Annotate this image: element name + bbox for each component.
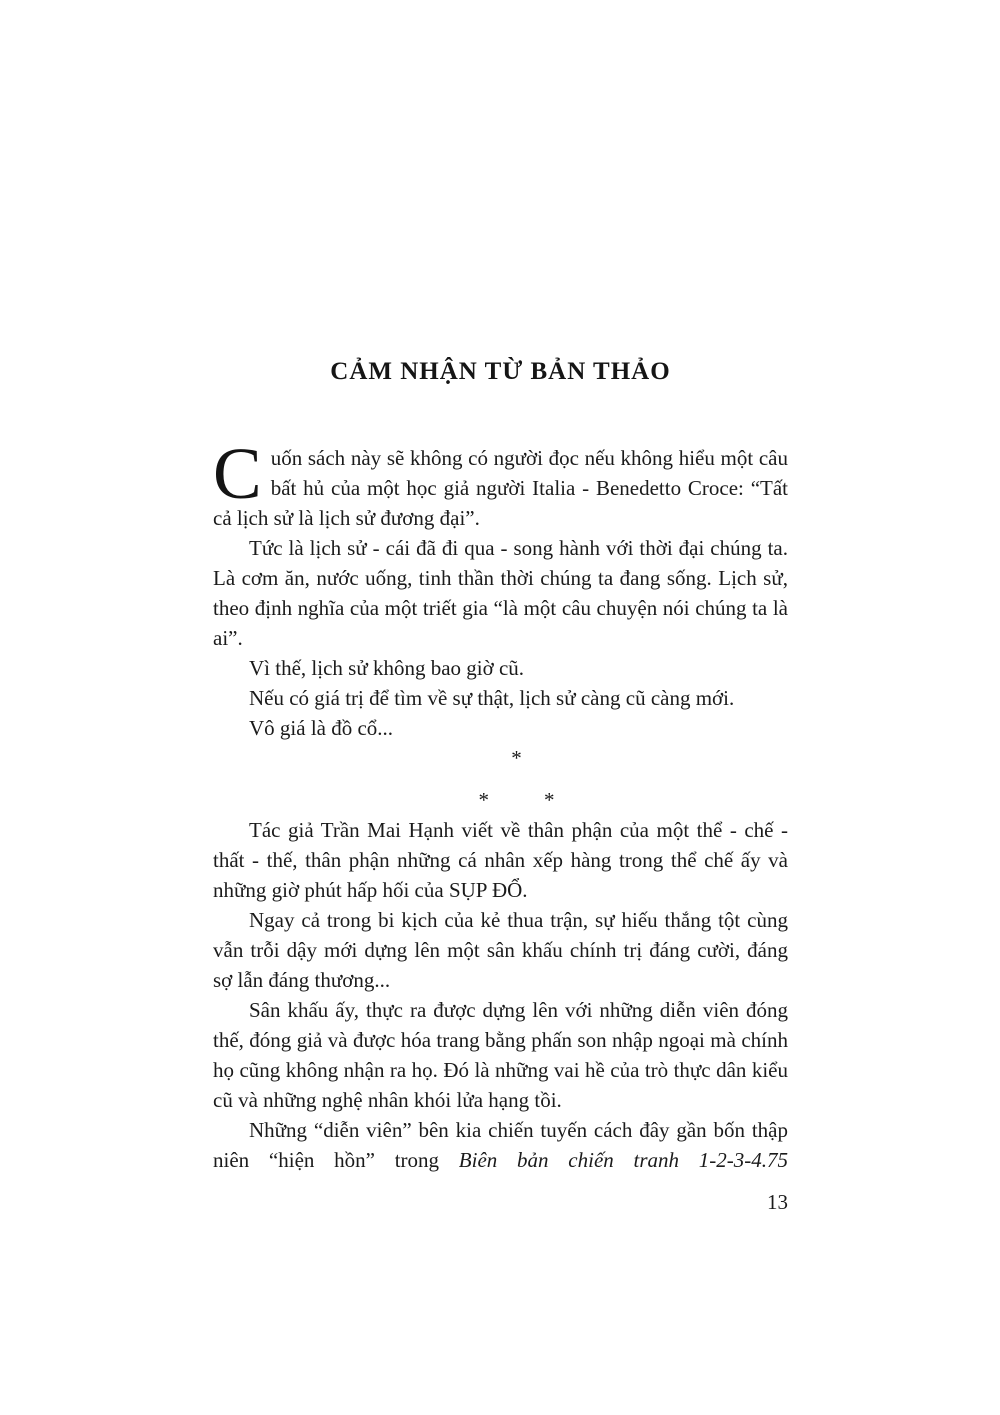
- paragraph-author-theme: Tác giả Trần Mai Hạnh viết về thân phận của một thể - chế - thất - thế, thân phận những cá nhân xếp hàng trong thể chế ấy và những giờ phút hấp hối của SỤP ĐỔ.: [213, 818, 788, 902]
- paragraph-antique: Vô giá là đồ cổ...: [249, 716, 394, 740]
- paragraph-dropcap: [213, 433, 788, 533]
- paragraph-tragedy-stage: Ngay cả trong bi kịch của kẻ thua trận, sự hiếu thắng tột cùng vẫn trỗi dậy mới dựng lên một sân khấu chính trị đáng cười, đáng sợ lẫn đáng thương...: [213, 908, 788, 992]
- section-separator: [229, 743, 804, 815]
- separator-star-top: *: [511, 746, 522, 770]
- book-title-italic: Biên bản chiến tranh 1-2-3-4.75: [458, 1148, 788, 1172]
- paragraph-actors-return: [213, 1115, 788, 1175]
- separator-star-right: *: [544, 788, 555, 812]
- paragraph-dropcap-text: uốn sách này sẽ không có người đọc nếu không hiểu một câu bất hủ của một học giả người Italia - Benedetto Croce: “Tất cả lịch sử là lịch sử đương đại”.: [213, 446, 788, 530]
- chapter-title: CẢM NHẬN TỪ BẢN THẢO: [330, 358, 671, 385]
- separator-star-row: [229, 785, 804, 815]
- text-column: [213, 358, 788, 1175]
- drop-cap-letter: C: [213, 433, 262, 514]
- paragraph-truth-value: Nếu có giá trị để tìm về sự thật, lịch sử càng cũ càng mới.: [249, 686, 735, 710]
- paragraph-stage-actors: Sân khấu ấy, thực ra được dựng lên với những diễn viên đóng thế, đóng giả và được hóa trang bằng phấn son nhập ngoại mà chính họ cũng không nhận ra họ. Đó là những vai hề của trò thực dân kiểu cũ và những nghệ nhân khói lửa hạng tồi.: [213, 998, 788, 1112]
- paragraph-history-definition: Tức là lịch sử - cái đã đi qua - song hành với thời đại chúng ta. Là cơm ăn, nước uống, tinh thần thời chúng ta đang sống. Lịch sử, theo định nghĩa của một triết gia “là một câu chuyện nói chúng ta là ai”.: [213, 536, 788, 650]
- page-number: 13: [767, 1190, 788, 1214]
- separator-star-left: *: [478, 788, 489, 812]
- paragraph-actors-return-text: Những “diễn viên” bên kia chiến tuyến cách đây gần bốn thập niên “hiện hồn” trong: [213, 1118, 788, 1172]
- body-text: [213, 433, 788, 1175]
- paragraph-never-old: Vì thế, lịch sử không bao giờ cũ.: [249, 656, 525, 680]
